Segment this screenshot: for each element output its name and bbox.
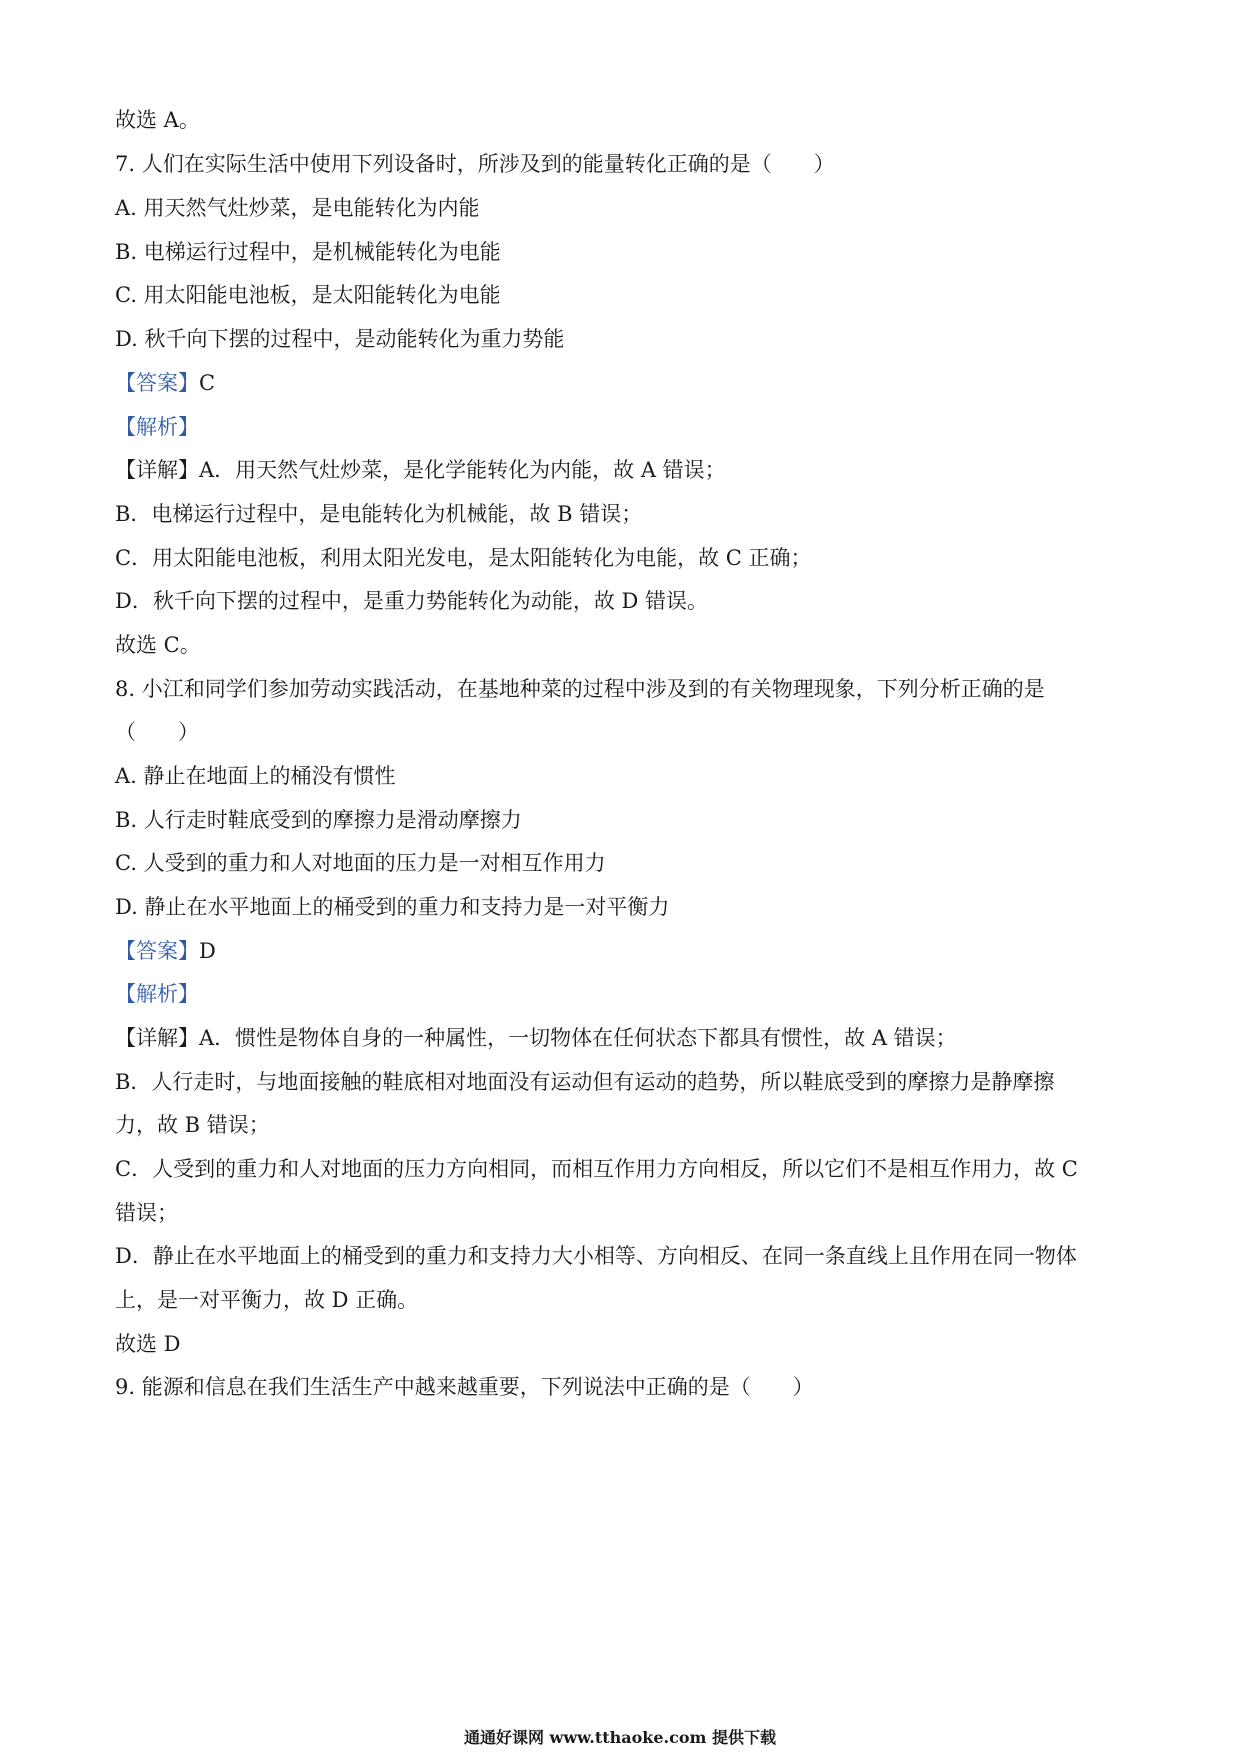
q7-option-b: B. 电梯运行过程中，是机械能转化为电能 <box>115 240 501 264</box>
q7-option-c: C. 用太阳能电池板，是太阳能转化为电能 <box>115 283 501 307</box>
answer-tag: 【答案】 <box>115 371 199 395</box>
question-9: 9. 能源和信息在我们生活生产中越来越重要，下列说法中正确的是（ ） <box>115 1375 814 1399</box>
q7-explanation-d: D．秋千向下摆的过程中，是重力势能转化为动能，故 D 错误。 <box>115 589 709 613</box>
detail-text: A．惯性是物体自身的一种属性，一切物体在任何状态下都具有惯性，故 A 错误； <box>199 1026 957 1050</box>
q7-answer <box>115 369 215 397</box>
detail-text: A．用天然气灶炒菜，是化学能转化为内能，故 A 错误； <box>199 458 726 482</box>
q7-analysis-heading <box>115 413 199 441</box>
q8-explanation-d-cont: 上，是一对平衡力，故 D 正确。 <box>115 1288 419 1312</box>
page-footer: 通通好课网 www.tthaoke.com 提供下载 <box>463 1728 777 1747</box>
q8-explanation-d: D．静止在水平地面上的桶受到的重力和支持力大小相等、方向相反、在同一条直线上且作用在同一物体 <box>115 1244 1077 1268</box>
answer-value: C <box>199 371 216 395</box>
q7-option-d: D. 秋千向下摆的过程中，是动能转化为重力势能 <box>115 327 565 351</box>
q8-option-d: D. 静止在水平地面上的桶受到的重力和支持力是一对平衡力 <box>115 895 670 919</box>
question-8-bracket: （ ） <box>115 720 199 744</box>
q7-explanation-b: B．电梯运行过程中，是电能转化为机械能，故 B 错误； <box>115 502 643 526</box>
detail-tag: 【详解】 <box>115 458 199 482</box>
q8-option-c: C. 人受到的重力和人对地面的压力是一对相互作用力 <box>115 851 606 875</box>
q8-explanation-a <box>115 1024 957 1052</box>
detail-tag: 【详解】 <box>115 1026 199 1050</box>
q8-option-a: A. 静止在地面上的桶没有惯性 <box>115 764 396 788</box>
q8-explanation-c-cont: 错误； <box>115 1201 178 1225</box>
q8-conclusion: 故选 D <box>115 1332 181 1356</box>
analysis-tag: 【解析】 <box>115 982 199 1006</box>
q8-analysis-heading <box>115 980 199 1008</box>
q8-explanation-b-cont: 力，故 B 错误； <box>115 1113 270 1137</box>
q8-explanation-b: B．人行走时，与地面接触的鞋底相对地面没有运动但有运动的趋势，所以鞋底受到的摩擦力是静摩擦 <box>115 1070 1055 1094</box>
analysis-tag: 【解析】 <box>115 415 199 439</box>
q8-option-b: B. 人行走时鞋底受到的摩擦力是滑动摩擦力 <box>115 808 522 832</box>
q7-explanation-c: C．用太阳能电池板，利用太阳光发电，是太阳能转化为电能，故 C 正确； <box>115 546 812 570</box>
q7-conclusion: 故选 C。 <box>115 633 201 657</box>
q8-answer <box>115 937 216 965</box>
question-7: 7. 人们在实际生活中使用下列设备时，所涉及到的能量转化正确的是（ ） <box>115 152 835 176</box>
q8-explanation-c: C．人受到的重力和人对地面的压力方向相同，而相互作用力方向相反，所以它们不是相互作用力，故 C <box>115 1157 1078 1181</box>
answer-tag: 【答案】 <box>115 939 199 963</box>
answer-value: D <box>199 939 216 963</box>
q7-option-a: A. 用天然气灶炒菜，是电能转化为内能 <box>115 196 480 220</box>
q7-explanation-a <box>115 456 726 484</box>
question-8: 8. 小江和同学们参加劳动实践活动，在基地种菜的过程中涉及到的有关物理现象，下列分析正确的是 <box>115 677 1045 701</box>
answer-line: 故选 A。 <box>115 108 200 132</box>
